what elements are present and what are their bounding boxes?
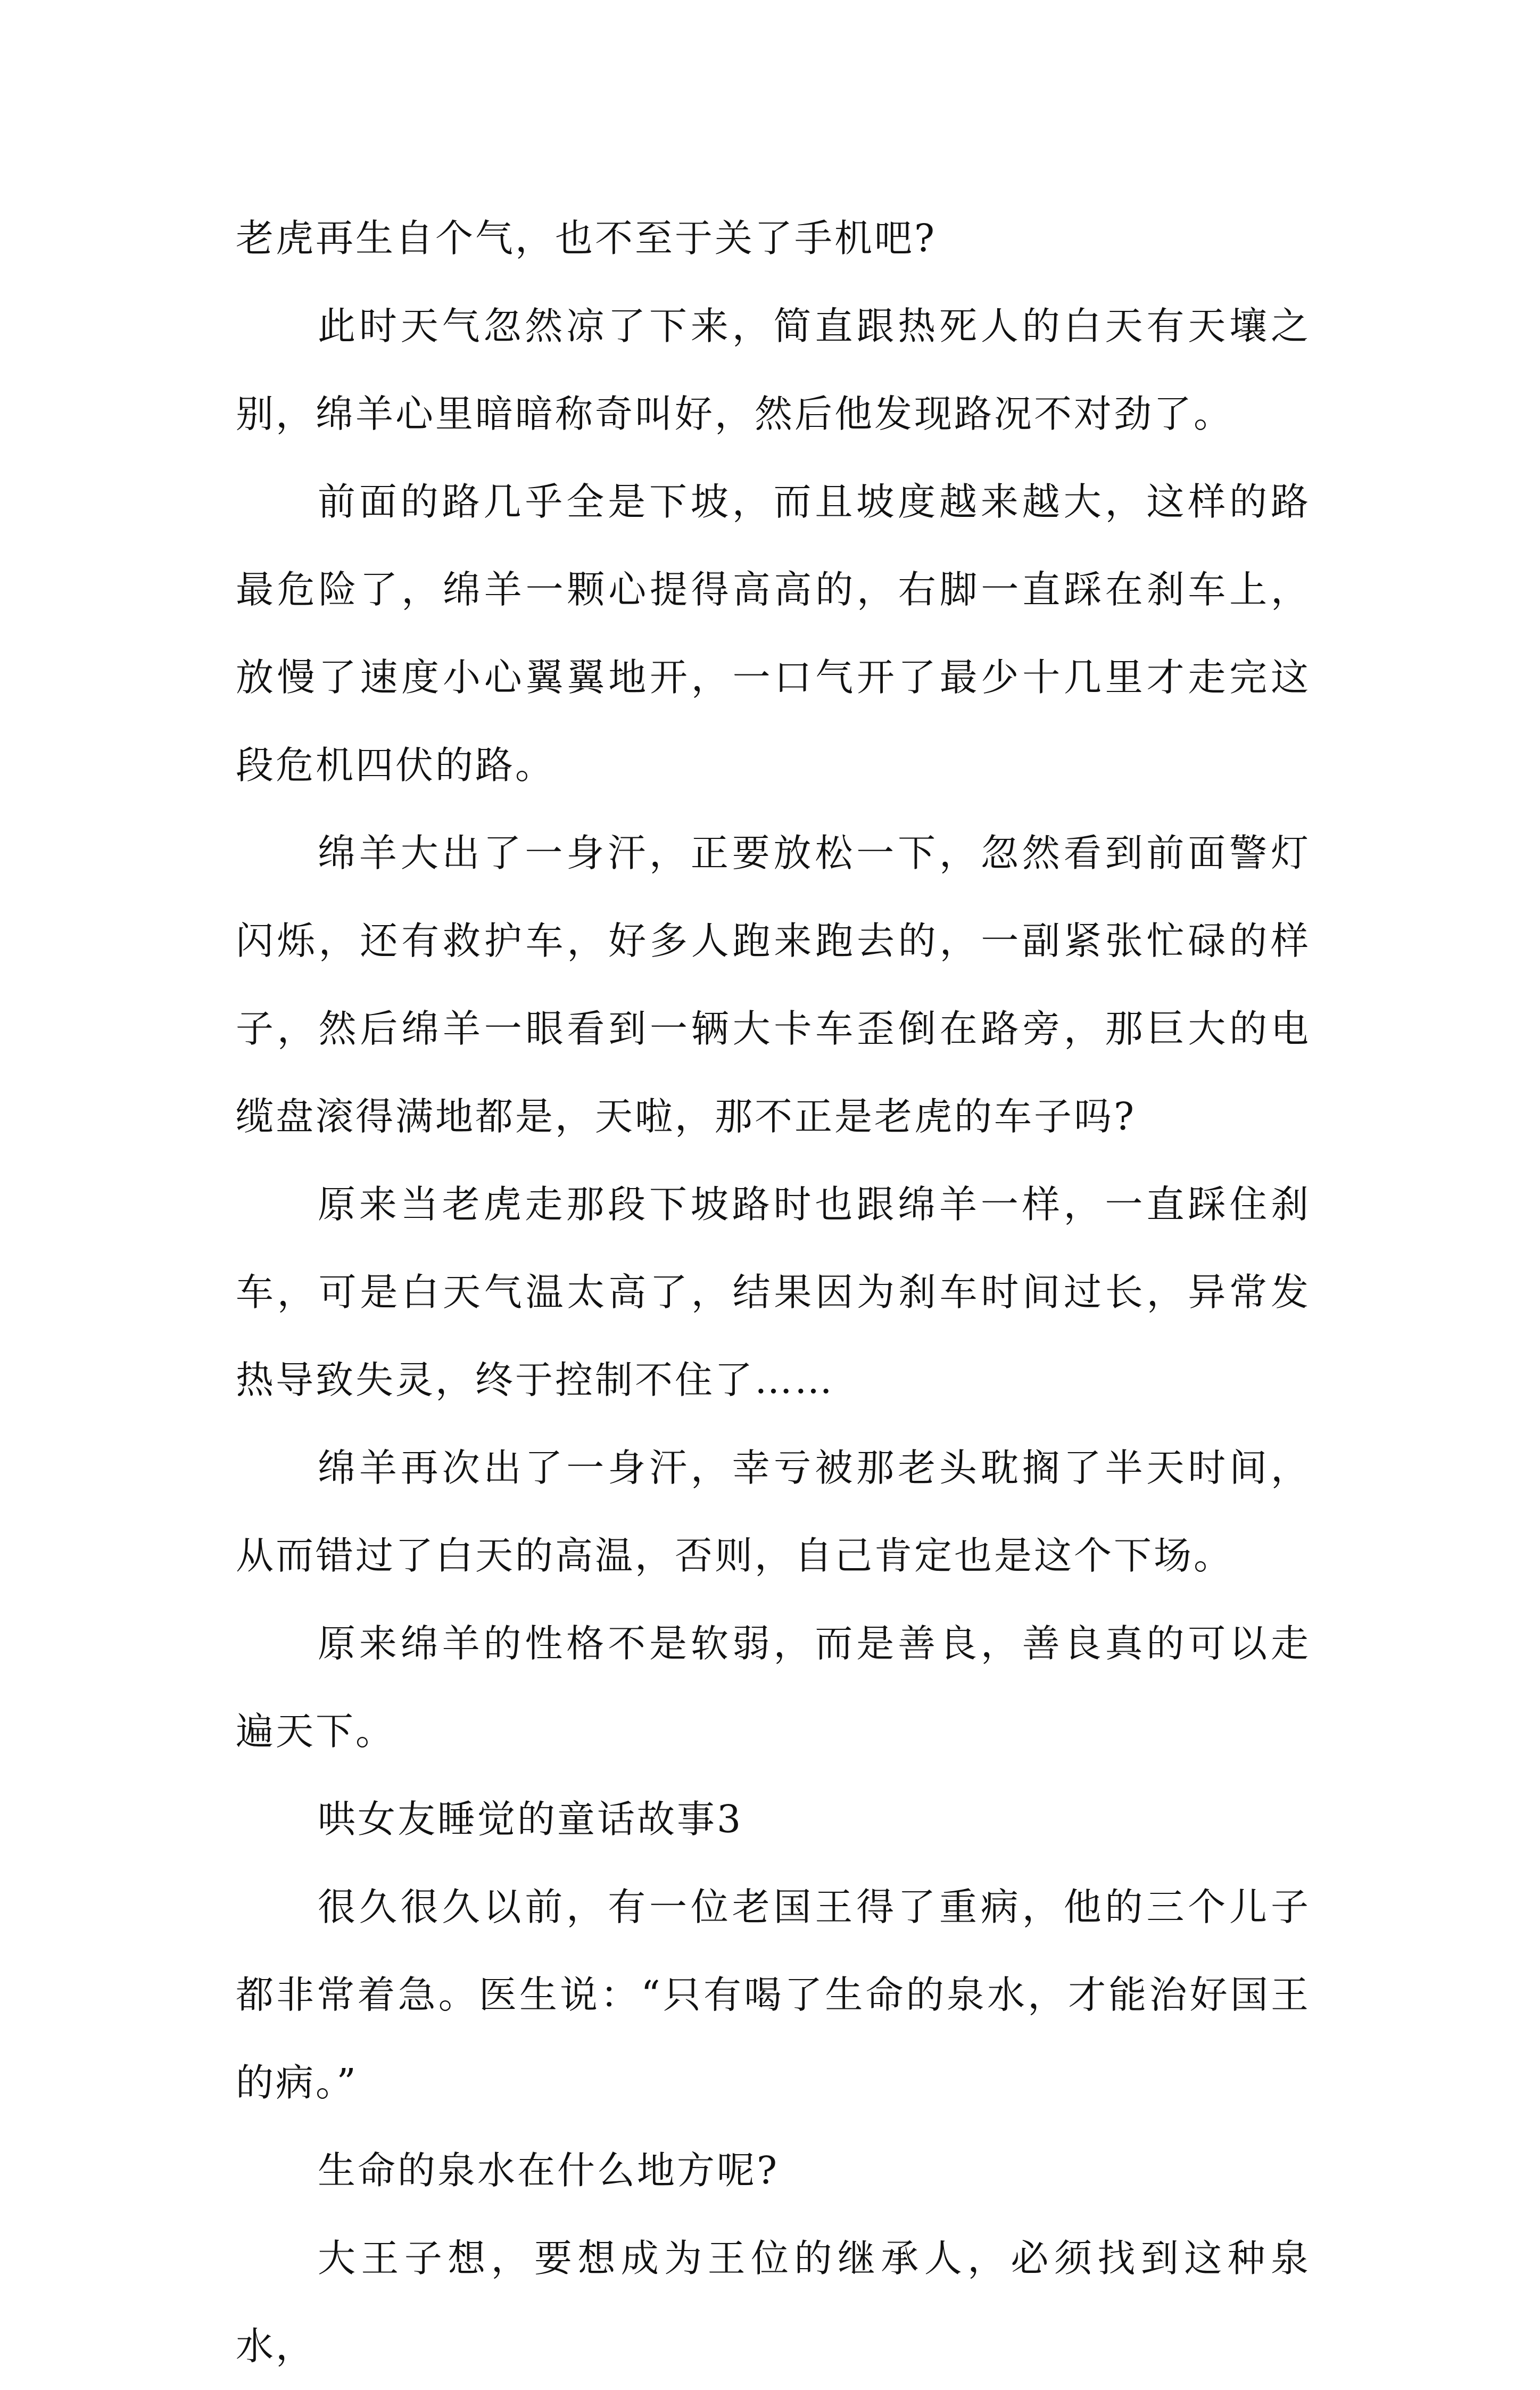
paragraph-4: 绵羊大出了一身汗，正要放松一下，忽然看到前面警灯闪烁，还有救护车，好多人跑来跑去的，一副紧张忙碌的样子，然后绵羊一眼看到一辆大卡车歪倒在路旁，那巨大的电缆盘滚得满地都是，天啦，那不正是老虎的车子吗? xyxy=(236,831,1311,1139)
paragraph-2: 此时天气忽然凉了下来，简直跟热死人的白天有天壤之别，绵羊心里暗暗称奇叫好，然后他发现路况不对劲了。 xyxy=(236,304,1311,436)
document-body xyxy=(236,194,1311,2390)
paragraph-7: 原来绵羊的性格不是软弱，而是善良，善良真的可以走遍天下。 xyxy=(236,1621,1311,1753)
paragraph-5: 原来当老虎走那段下坡路时也跟绵羊一样，一直踩住刹车，可是白天气温太高了，结果因为刹车时间过长，异常发热导致失灵，终于控制不住了…… xyxy=(236,1182,1311,1402)
paragraph-10: 生命的泉水在什么地方呢? xyxy=(318,2148,780,2193)
paragraph-1: 老虎再生自个气，也不至于关了手机吧? xyxy=(236,216,937,260)
paragraph-6: 绵羊再次出了一身汗，幸亏被那老头耽搁了半天时间，从而错过了白天的高温，否则，自己肯定也是这个下场。 xyxy=(236,1446,1311,1578)
section-heading: 哄女友睡觉的童话故事3 xyxy=(318,1797,743,1841)
paragraph-3: 前面的路几乎全是下坡，而且坡度越来越大，这样的路最危险了，绵羊一颗心提得高高的，右脚一直踩在刹车上，放慢了速度小心翼翼地开，一口气开了最少十几里才走完这段危机四伏的路。 xyxy=(236,480,1311,787)
paragraph-11: 大王子想，要想成为王位的继承人，必须找到这种泉水， xyxy=(236,2236,1311,2368)
paragraph-9: 很久很久以前，有一位老国王得了重病，他的三个儿子都非常着急。医生说：“只有喝了生命的泉水，才能治好国王的病。” xyxy=(236,1885,1311,2105)
